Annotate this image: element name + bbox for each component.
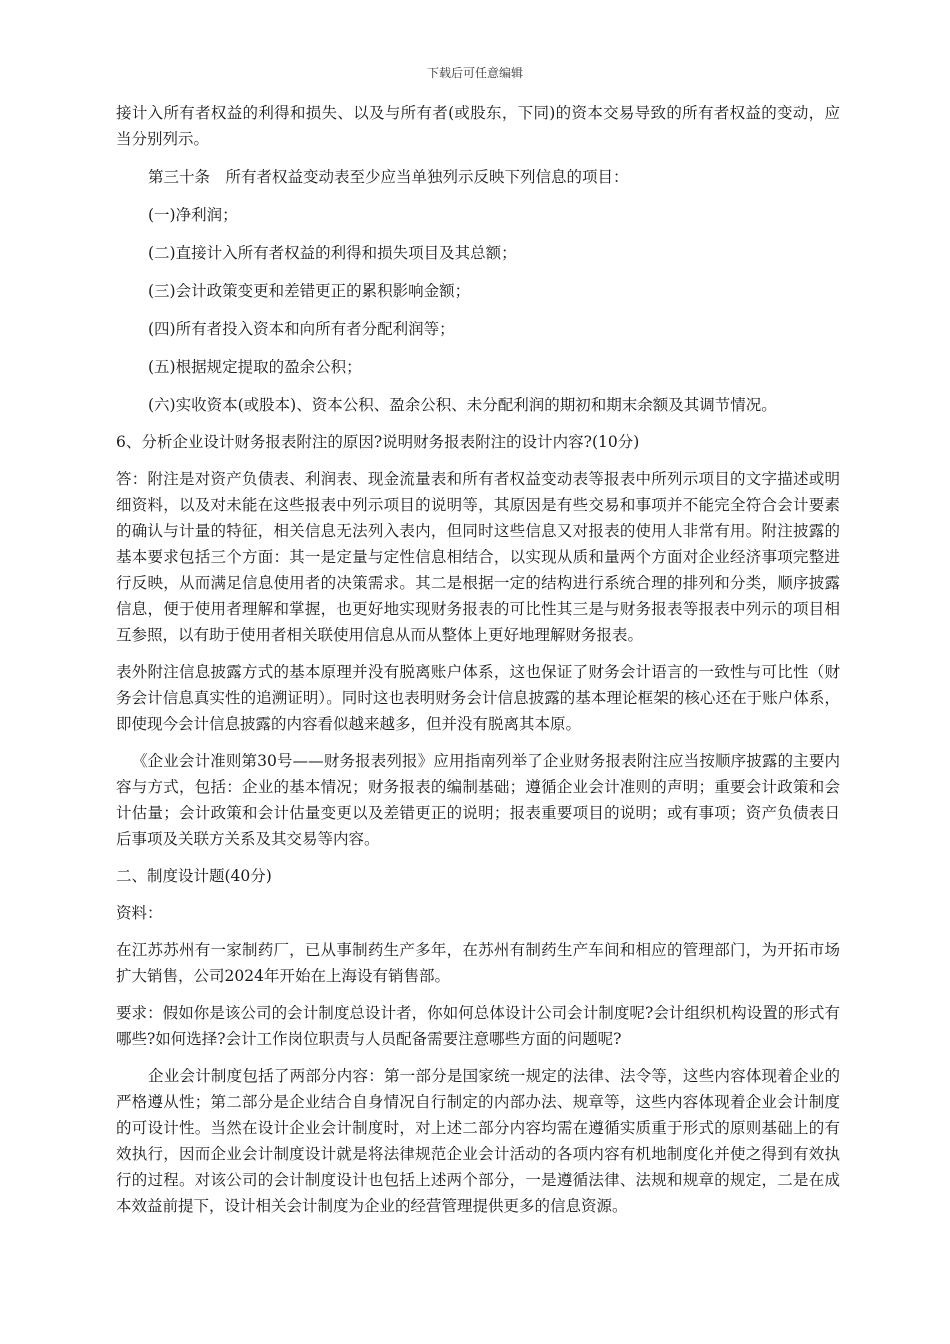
page-header: 下载后可任意编辑 <box>426 66 523 80</box>
article-30-heading: 第三十条 所有者权益变动表至少应当单独列示反映下列信息的项目： <box>148 168 629 186</box>
list-item: (三)会计政策变更和差错更正的累积影响金额； <box>148 282 471 300</box>
paragraph-intro-continuation: 接计入所有者权益的利得和损失、以及与所有者(或股东，下同)的资本交易导致的所有者权益的变动，应当分别列示。 <box>116 104 840 148</box>
list-item: (四)所有者投入资本和向所有者分配利润等； <box>148 320 455 338</box>
paragraph-standard-30: 《企业会计准则第30号——财务报表列报》应用指南列举了企业财务报表附注应当按顺序披露的主要内容与方式，包括：企业的基本情况；财务报表的编制基础；遵循企业会计准则的声明；重要会计政策和会计估量；会计政策和会计估量变更以及差错更正的说明；报表重要项目的说明；或有事项；资产负债表日后事项及关联方关系及其交易等内容。 <box>116 752 840 848</box>
answer-system-design: 企业会计制度包括了两部分内容：第一部分是国家统一规定的法律、法令等，这些内容体现着企业的严格遵从性；第二部分是企业结合自身情况自行制定的内部办法、规章等，这些内容体现着企业会计制度的可设计性。当然在设计企业会计制度时，对上述二部分内容均需在遵循实质重于形式的原则基础上的有效执行，因而企业会计制度设计就是将法律规范企业会计活动的各项内容有机地制度化并使之得到有效执行的过程。对该公司的会计制度设计也包括上述两个部分，一是遵循法律、法规和规章的规定，二是在成本效益前提下，设计相关会计制度为企业的经营管理提供更多的信息资源。 <box>116 1067 840 1215</box>
case-description: 在江苏苏州有一家制药厂，已从事制药生产多年，在苏州有制药生产车间和相应的管理部门，为开拓市场扩大销售，公司2024年开始在上海设有销售部。 <box>116 941 840 985</box>
document-body <box>116 100 840 1219</box>
answer-paragraph: 答：附注是对资产负债表、利润表、现金流量表和所有者权益变动表等报表中所列示项目的文字描述或明细资料，以及对未能在这些报表中列示项目的说明等，其原因是有些交易和事项并不能完全符合会计要素的确认与计量的特征，相关信息无法列入表内，但同时这些信息又对报表的使用人非常有用。附注披露的基本要求包括三个方面：其一是定量与定性信息相结合，以实现从质和量两个方面对企业经济事项完整进行反映，从而满足信息使用者的决策需求。其二是根据一定的结构进行系统合理的排列和分类，顺序披露信息，便于使用者理解和掌握，也更好地实现财务报表的可比性其三是与财务报表等报表中列示的项目相互参照，以有助于使用者相关联使用信息从而从整体上更好地理解财务报表。 <box>116 470 840 644</box>
requirement-paragraph: 要求：假如你是该公司的会计制度总设计者，你如何总体设计公司会计制度呢?会计组织机构设置的形式有哪些?如何选择?会计工作岗位职责与人员配备需要注意哪些方面的问题呢? <box>116 1004 840 1048</box>
material-label: 资料： <box>116 904 163 922</box>
section-heading-system-design: 二、制度设计题(40分) <box>116 867 272 885</box>
list-item: (二)直接计入所有者权益的利得和损失项目及其总额； <box>148 244 517 262</box>
question-6: 6、分析企业设计财务报表附注的原因?说明财务报表附注的设计内容?(10分) <box>116 433 640 451</box>
list-item: (五)根据规定提取的盈余公积； <box>148 358 362 376</box>
paragraph-off-balance-disclosure: 表外附注信息披露方式的基本原理并没有脱离账户体系，这也保证了财务会计语言的一致性与可比性（财务会计信息真实性的追溯证明）。同时这也表明财务会计信息披露的基本理论框架的核心还在于账户体系，即使现今会计信息披露的内容看似越来越多，但并没有脱离其本原。 <box>116 663 840 733</box>
list-item: (一)净利润； <box>148 206 238 224</box>
list-item: (六)实收资本(或股本)、资本公积、盈余公积、未分配利润的期初和期末余额及其调节情况。 <box>148 396 777 414</box>
